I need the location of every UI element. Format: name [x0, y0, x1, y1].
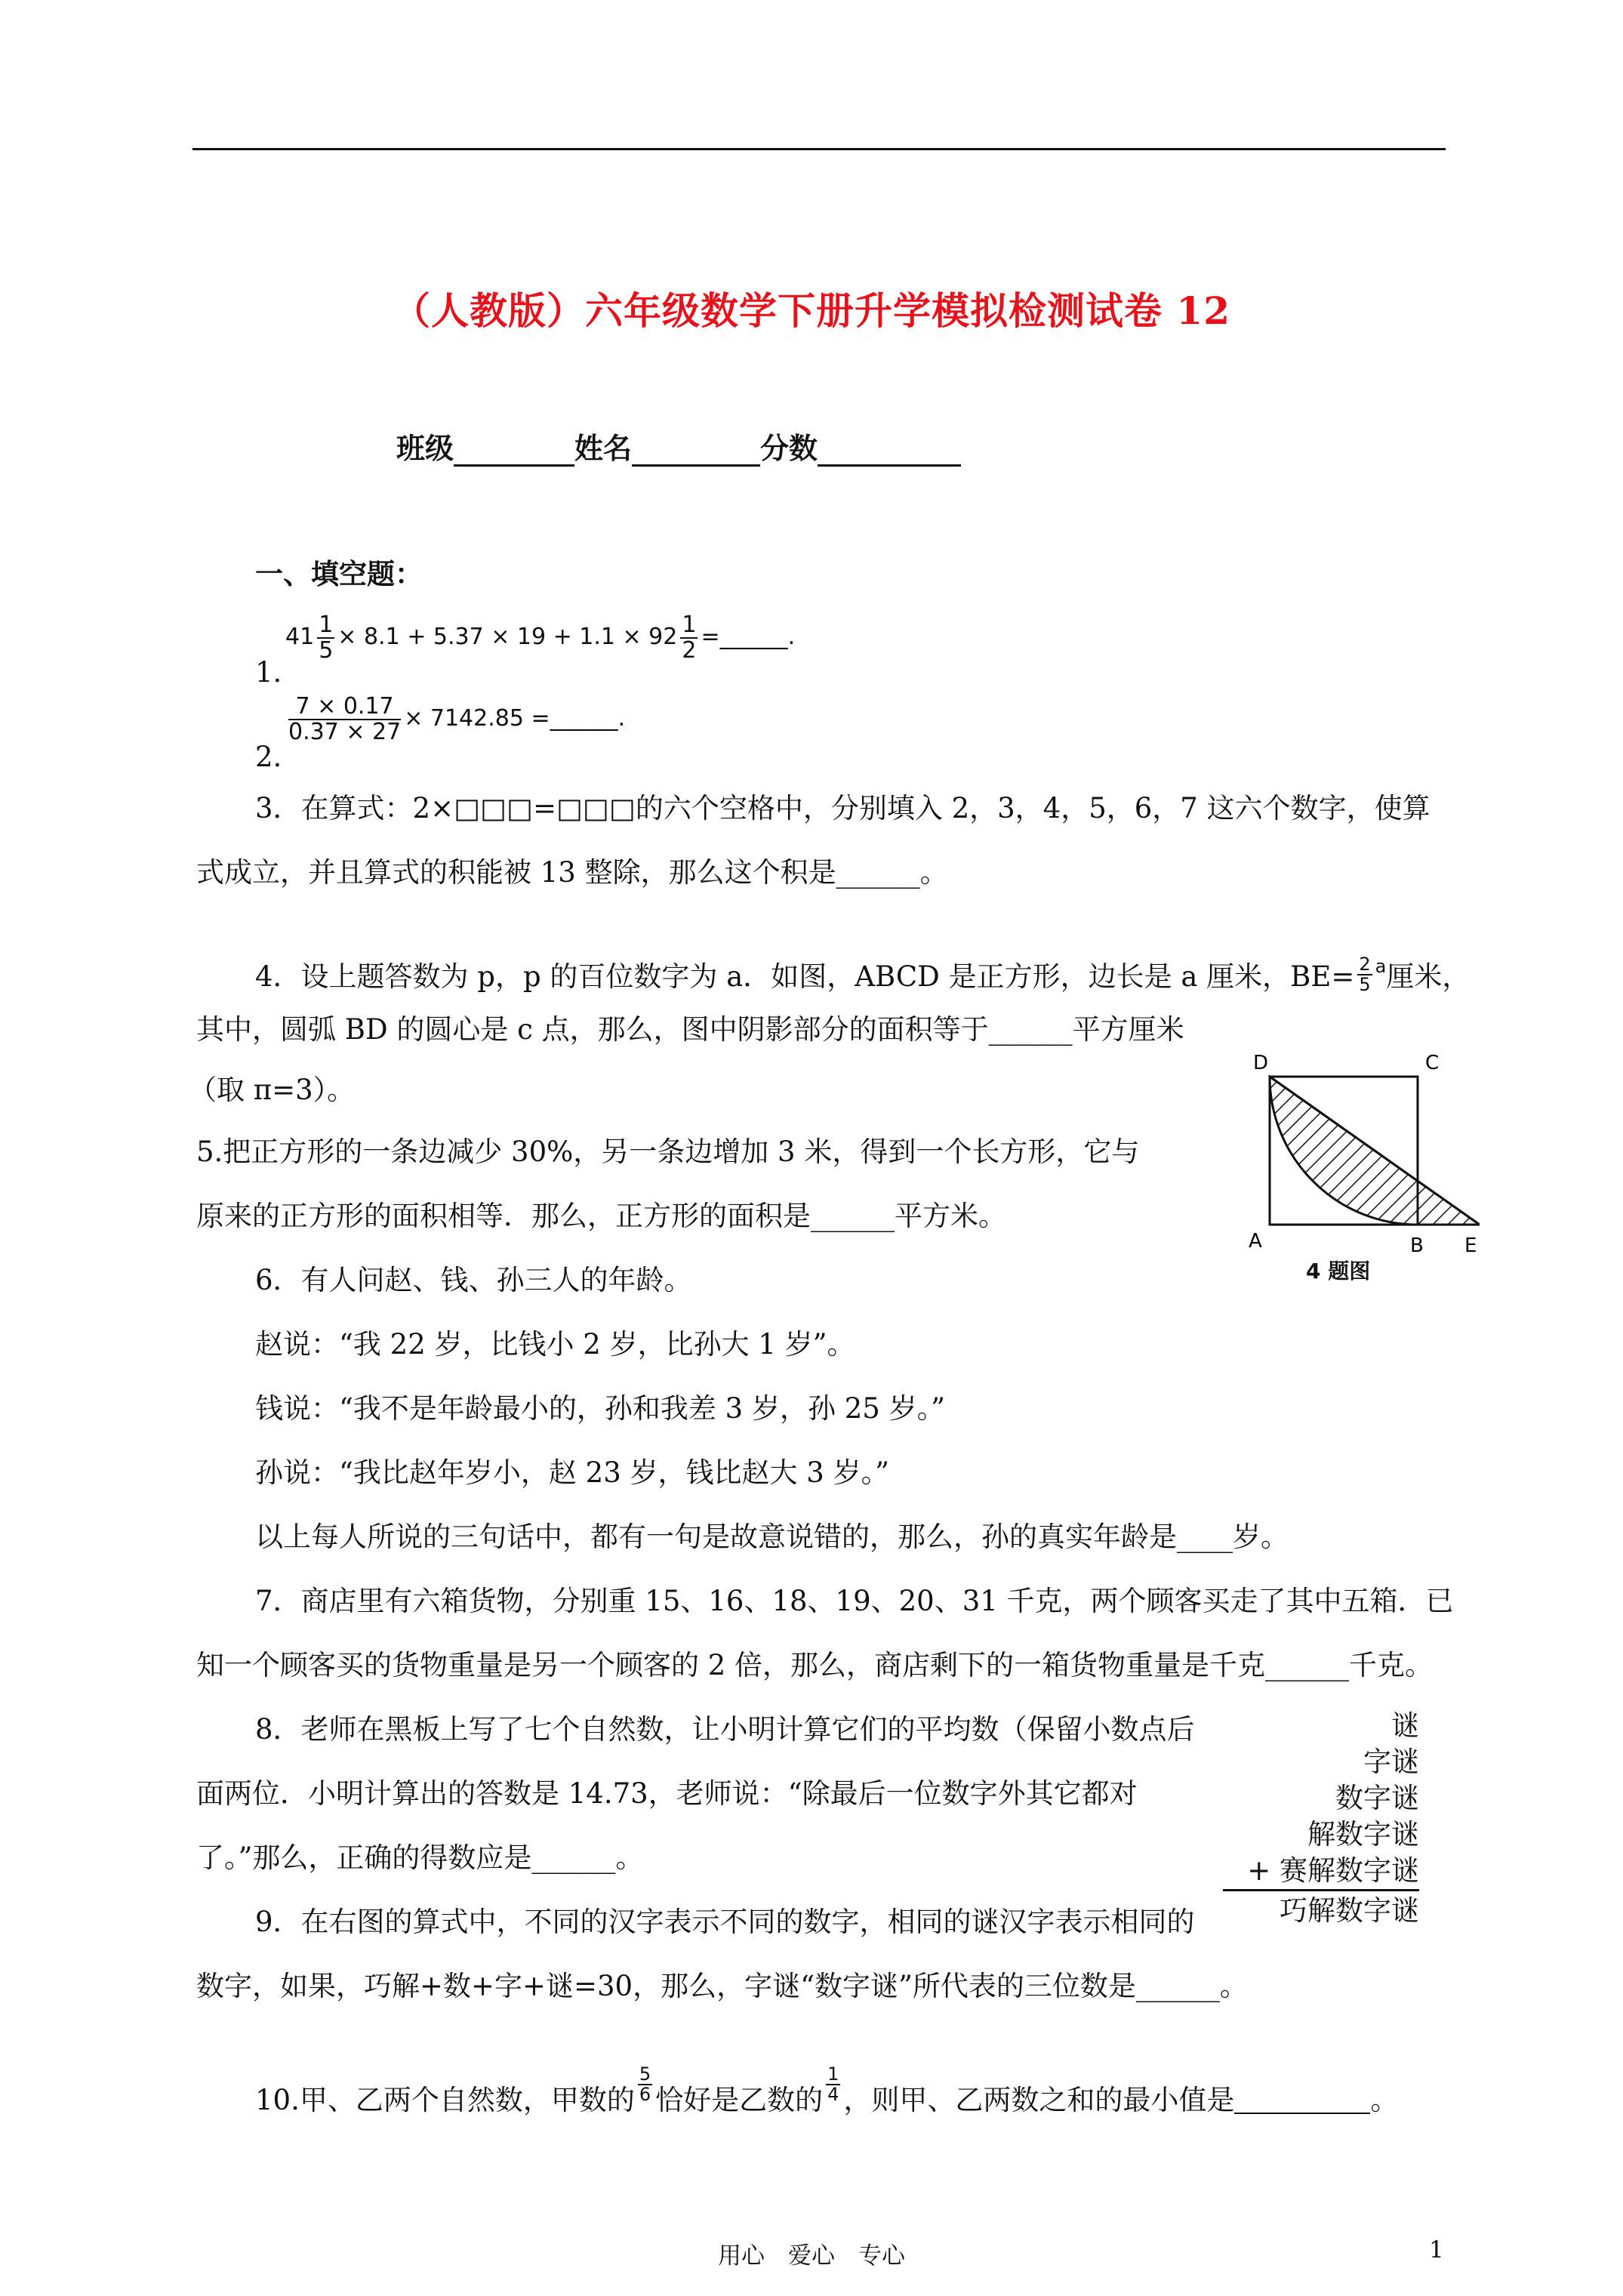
q4-line-3: （取 π=3）。 [189, 1074, 356, 1106]
q4-line-2: 其中，圆弧 BD 的圆心是 c 点，那么，图中阴影部分的面积等于______平方厘米 [196, 1013, 1184, 1046]
q10-fraction-2 [826, 2065, 840, 2104]
q4-diagram [1238, 1045, 1480, 1287]
q10-line [255, 2063, 1399, 2117]
header-rule [192, 148, 1446, 150]
q10-text-c: ，则甲、乙两数之和的最小值是 [843, 2084, 1235, 2117]
q1-frac1-num: 1 [319, 612, 334, 638]
q10-fraction-1 [638, 2065, 652, 2104]
q9-line-2: 数字，如果，巧解+数+字+谜=30，那么，字谜“数字谜”所代表的三位数是______。 [196, 1970, 1248, 2002]
footer-motto: 用心 爱心 专心 [718, 2242, 905, 2270]
q6-line-3: 钱说：“我不是年龄最小的，孙和我差 3 岁，孙 25 岁。” [255, 1392, 945, 1425]
q1-fraction-2 [680, 613, 698, 662]
q10-text-b: 恰好是乙数的 [655, 2084, 824, 2117]
q4-line-1-tail: 厘米， [1386, 960, 1471, 994]
puzzle-row-3: 数字谜 [1335, 1782, 1419, 1814]
q10-text-d: 。 [1370, 2084, 1399, 2117]
q2-expression [285, 695, 625, 744]
q6-line-5: 以上每人所说的三句话中，都有一句是故意说错的，那么，孙的真实年龄是____岁。 [255, 1521, 1289, 1553]
q5-line-2: 原来的正方形的面积相等．那么，正方形的面积是______平方米。 [196, 1200, 1006, 1232]
q7-line-1: 7．商店里有六箱货物，分别重 15、16、18、19、20、31 千克，两个顾客买走了其中五箱．已 [255, 1585, 1454, 1617]
q2-number: 2. [255, 741, 282, 773]
q4-figure-caption: 4 题图 [1306, 1259, 1371, 1284]
section-heading: 一、填空题： [255, 557, 423, 590]
class-label: 班级 [396, 431, 454, 465]
label-d: D [1253, 1052, 1269, 1074]
q4-fraction [1357, 955, 1372, 994]
q1-answer-blank: =______. [701, 624, 796, 650]
q6-line-2: 赵说：“我 22 岁，比钱小 2 岁，比孙大 1 岁”。 [255, 1328, 855, 1361]
label-a: A [1249, 1230, 1262, 1253]
puzzle-row-2: 字谜 [1363, 1746, 1419, 1778]
puzzle-row-1: 谜 [1391, 1709, 1419, 1742]
name-blank[interactable] [632, 437, 760, 467]
q2-denominator: 0.37 × 27 [288, 718, 402, 745]
puzzle-sum-row: 巧解数字谜 [1280, 1894, 1419, 1927]
q10-frac1-num: 5 [639, 2063, 651, 2085]
q4-line-1-text: 4．设上题答数为 p，p 的百位数字为 a．如图，ABCD 是正方形，边长是 a 厘米，BE= [255, 960, 1355, 994]
q6-line-1: 6．有人问赵、钱、孙三人的年龄。 [255, 1264, 692, 1296]
q2-tail: × 7142.85 =______. [404, 705, 626, 732]
word-puzzle [1223, 1708, 1419, 1931]
q4-frac-den: 5 [1359, 974, 1371, 996]
label-e: E [1464, 1234, 1477, 1257]
q2-numerator: 7 × 0.17 [288, 695, 401, 720]
q5-line-1: 5.把正方形的一条边减少 30%，另一条边增加 3 米，得到一个长方形，它与 [196, 1136, 1140, 1168]
page-title: （人教版）六年级数学下册升学模拟检测试卷 12 [393, 288, 1230, 333]
q1-whole: 41 [285, 624, 315, 650]
q7-line-2: 知一个顾客买的货物重量是另一个顾客的 2 倍，那么，商店剩下的一箱货物重量是千克______千克。 [196, 1649, 1434, 1681]
q3-line-1: 3．在算式：2×□□□=□□□的六个空格中，分别填入 2，3，4，5，6，7 这六个数字，使算 [255, 792, 1431, 824]
q1-frac1-den: 5 [319, 636, 334, 664]
q10-answer-blank[interactable] [1234, 2087, 1370, 2114]
q1-mid: × 8.1 + 5.37 × 19 + 1.1 × 92 [337, 624, 678, 650]
q10-frac2-num: 1 [827, 2063, 839, 2085]
name-label: 姓名 [574, 431, 633, 465]
q10-text-a: 10.甲、乙两个自然数，甲数的 [255, 2084, 635, 2117]
q9-line-1: 9．在右图的算式中，不同的汉字表示不同的数字，相同的谜汉字表示相同的 [255, 1906, 1195, 1938]
q10-frac1-den: 6 [639, 2084, 651, 2106]
q3-line-2: 式成立，并且算式的积能被 13 整除，那么这个积是______。 [196, 856, 948, 889]
q4-frac-var: a [1375, 956, 1387, 978]
q8-line-2: 面两位．小明计算出的答数是 14.73，老师说：“除最后一位数字外其它都对 [196, 1777, 1138, 1810]
q10-frac2-den: 4 [827, 2084, 839, 2106]
label-b: B [1410, 1234, 1424, 1257]
q8-line-3: 了。”那么，正确的得数应是______。 [196, 1841, 644, 1874]
q1-frac2-den: 2 [682, 636, 697, 664]
q2-fraction [288, 695, 401, 744]
puzzle-row-5: + 赛解数字谜 [1223, 1853, 1419, 1891]
class-blank[interactable] [454, 437, 574, 467]
q4-figure [1238, 1045, 1480, 1287]
q6-line-4: 孙说：“我比赵年岁小，赵 23 岁，钱比赵大 3 岁。” [255, 1456, 889, 1489]
label-c: C [1425, 1052, 1440, 1074]
score-blank[interactable] [818, 437, 961, 467]
q4-line-1 [255, 955, 1470, 994]
q1-fraction-1 [317, 613, 334, 662]
student-info-line [396, 425, 961, 467]
score-label: 分数 [760, 431, 818, 465]
q1-frac2-num: 1 [682, 612, 697, 638]
q8-line-1: 8．老师在黑板上写了七个自然数，让小明计算它们的平均数（保留小数点后 [255, 1713, 1195, 1746]
q4-frac-num: 2 [1359, 954, 1371, 975]
page-number: 1 [1429, 2236, 1444, 2264]
q1-number: 1. [255, 656, 282, 689]
q1-expression [285, 613, 795, 662]
puzzle-row-4: 解数字谜 [1307, 1818, 1419, 1851]
